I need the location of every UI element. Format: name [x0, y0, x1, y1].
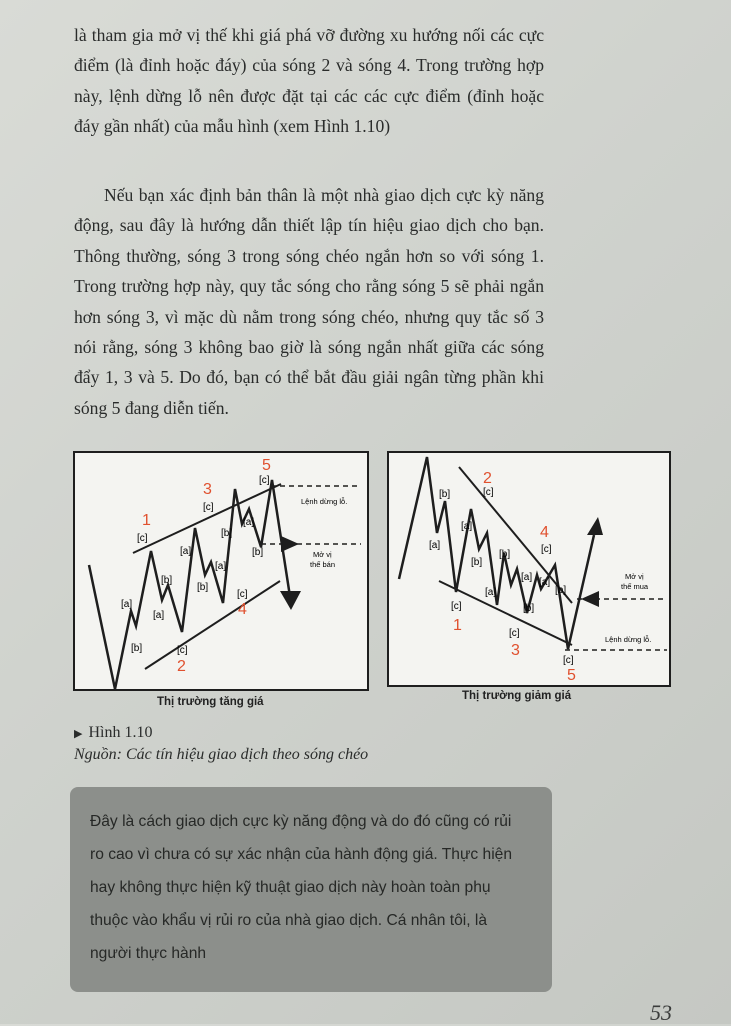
entry-pointer-icon — [281, 536, 299, 552]
figure-caption-bear: Thị trường giảm giá — [462, 690, 572, 702]
wave-label-2: 2 — [177, 658, 186, 675]
wave-path — [399, 457, 594, 649]
subwave-c-5: [c] — [563, 655, 574, 666]
subwave-a-1: [a] — [121, 599, 133, 610]
callout-box — [70, 787, 552, 992]
subwave-c-4: [c] — [541, 544, 552, 555]
subwave-c-5: [c] — [259, 475, 270, 486]
subwave-b-2: [b] — [471, 557, 483, 568]
entry-label-line2: thế bán — [310, 560, 336, 569]
wave-label-3: 3 — [511, 642, 520, 659]
subwave-a-2: [a] — [461, 521, 473, 532]
subwave-b-5: [b] — [252, 547, 264, 558]
triangle-bullet-icon: ▶ — [74, 728, 83, 740]
subwave-a-4: [a] — [215, 561, 227, 572]
subwave-c-2: [c] — [483, 487, 494, 498]
subwave-b-3: [b] — [197, 582, 209, 593]
subwave-c-3: [c] — [203, 502, 214, 513]
subwave-a-3: [a] — [180, 546, 192, 557]
stop-loss-label: Lệnh dừng lỗ. — [301, 497, 348, 506]
figure-caption-bull: Thị trường tăng giá — [157, 696, 264, 708]
subwave-b-1: [b] — [439, 489, 451, 500]
subwave-a-4: [a] — [521, 572, 533, 583]
subwave-c-2: [c] — [177, 645, 188, 656]
callout-text: Đây là cách giao dịch cực kỳ năng động và do đó cũng có rủi ro cao vì chưa có sự xác nhận của hành động giá. Thực hiện hay không thực hiện kỹ thuật giao dịch này hoàn toàn phụ thuộc vào khẩu vị rủi ro của nhà giao dịch. Cá nhân tôi, là người thực hành — [90, 813, 512, 962]
subwave-b-3: [b] — [499, 549, 511, 560]
subwave-a-2: [a] — [153, 610, 165, 621]
subwave-c-1: [c] — [137, 533, 148, 544]
wave-label-4: 4 — [540, 524, 549, 541]
wave-label-1: 1 — [453, 617, 462, 634]
figure-number-text: Hình 1.10 — [88, 724, 153, 741]
figure-bull-market — [73, 451, 369, 691]
subwave-a-1: [a] — [429, 540, 441, 551]
diagram-ending-diagonal-bull — [75, 453, 367, 689]
subwave-b-4: [b] — [523, 603, 535, 614]
entry-label-line2: thế mua — [621, 582, 649, 591]
subwave-b-5: [b] — [555, 585, 567, 596]
wave-label-1: 1 — [142, 512, 151, 529]
entry-label-line1: Mở vị — [313, 550, 332, 559]
entry-pointer-icon — [581, 591, 599, 607]
wave-label-5: 5 — [262, 457, 271, 474]
page-number: 53 — [650, 1000, 672, 1025]
subwave-c-3: [c] — [509, 628, 520, 639]
figure-number — [74, 724, 152, 742]
wave-label-5: 5 — [567, 667, 576, 684]
subwave-a-3: [a] — [485, 587, 497, 598]
subwave-a-5: [a] — [539, 577, 551, 588]
up-arrow-icon — [587, 517, 603, 535]
diagram-ending-diagonal-bear — [389, 453, 669, 685]
wave-label-2: 2 — [483, 470, 492, 487]
stop-loss-label: Lệnh dừng lỗ. — [605, 635, 652, 644]
subwave-b-4: [b] — [221, 528, 233, 539]
body-paragraph-1: là tham gia mở vị thế khi giá phá vỡ đường xu hướng nối các cực điểm (là đỉnh hoặc đáy) của sóng 2 và sóng 4. Trong trường hợp này, lệnh dừng lỗ nên được đặt tại các các cực điểm (đỉnh hoặc đáy gần nhất) của mẫu hình (xem Hình 1.10) — [74, 25, 544, 137]
wave-path — [89, 480, 291, 689]
subwave-c-1: [c] — [451, 601, 462, 612]
subwave-c-4: [c] — [237, 589, 248, 600]
subwave-a-5: [a] — [243, 517, 255, 528]
subwave-b-2: [b] — [161, 575, 173, 586]
wave-label-3: 3 — [203, 481, 212, 498]
figure-bear-market — [387, 451, 671, 687]
lower-trendline — [439, 581, 572, 645]
wave-label-4: 4 — [238, 601, 247, 618]
subwave-b-1: [b] — [131, 643, 143, 654]
entry-label-line1: Mở vị — [625, 572, 644, 581]
body-paragraph-2: Nếu bạn xác định bản thân là một nhà giao dịch cực kỳ năng động, sau đây là hướng dẫn thiết lập tín hiệu giao dịch cho bạn. Thông thường, sóng 3 trong sóng chéo ngắn hơn so với sóng 1. Trong trường hợp này, quy tắc sóng cho rằng sóng 5 sẽ phải ngắn hơn sóng 3, vì mặc dù nằm trong sóng chéo, nhưng quy tắc số 3 nói rằng, sóng 3 không bao giờ là sóng ngắn nhất giữa các sóng đẩy 1, 3 và 5. Do đó, bạn có thể bắt đầu giải ngân từng phần khi sóng 5 đang diễn tiến. — [74, 185, 544, 418]
figure-source: Nguồn: Các tín hiệu giao dịch theo sóng chéo — [74, 746, 369, 763]
down-arrow-icon — [280, 591, 301, 610]
